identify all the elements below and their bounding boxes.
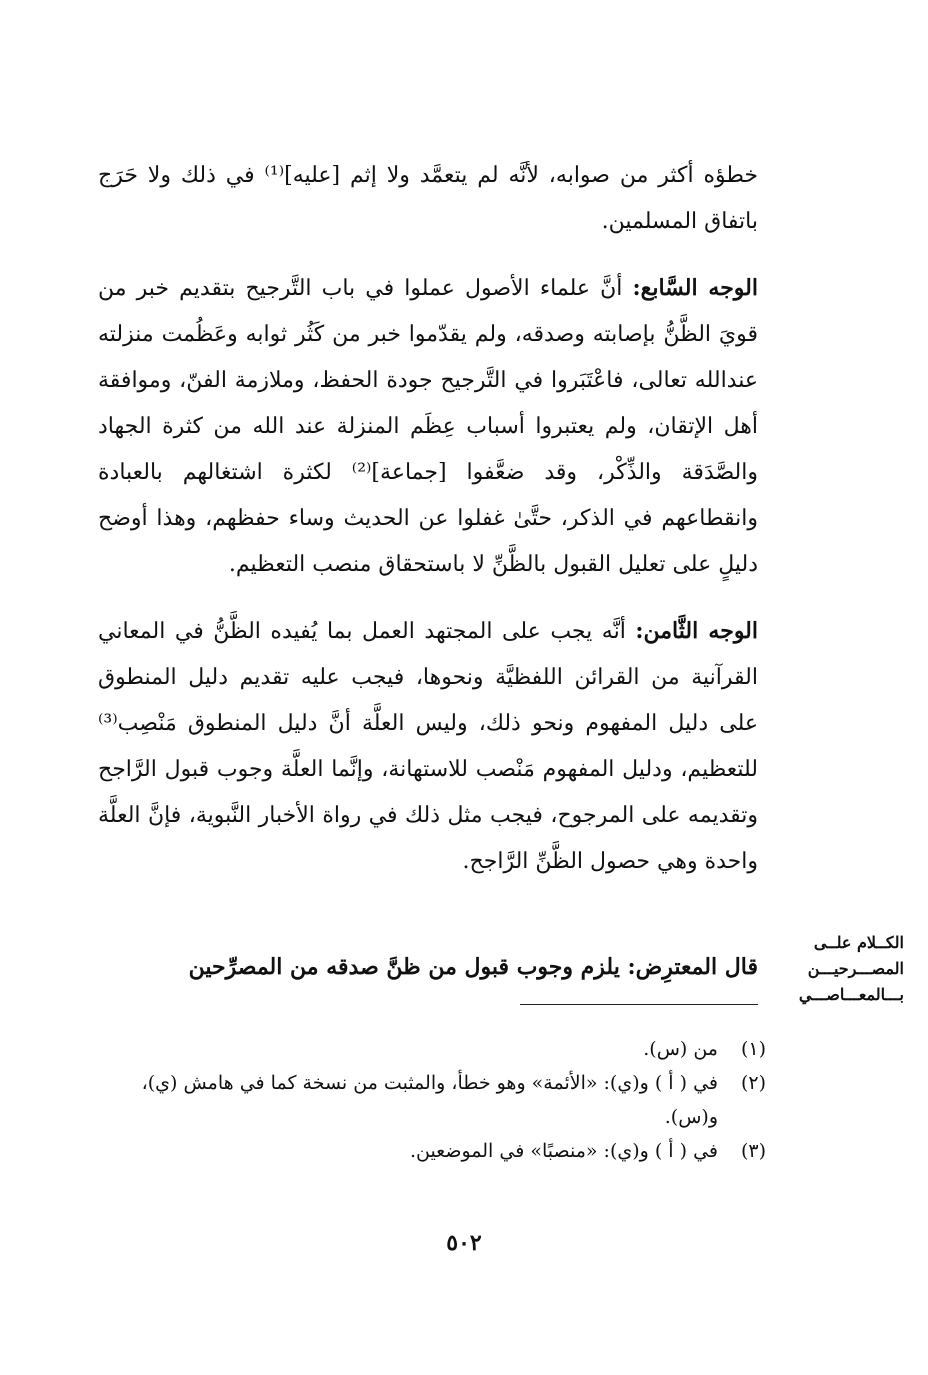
footnote-number: (٣) xyxy=(740,1140,766,1162)
page-number: ٥٠٢ xyxy=(446,1230,482,1256)
footnote xyxy=(98,1134,766,1168)
paragraph-text: خطؤه أكثر من صوابه، لأنَّه لم يتعمَّد ولا إثم [عليه]⁽¹⁾ في ذلك ولا حَرَج باتفاق المسلمين. xyxy=(98,163,758,234)
margin-note-line: المصـــرحيـــن xyxy=(807,959,904,978)
objection-heading: قال المعترِض: يلزم وجوب قبول من ظنَّ صدقه من المصرِّحين xyxy=(188,954,758,980)
footnotes xyxy=(98,1032,766,1168)
footnote xyxy=(98,1032,766,1066)
footnote-number: (٢) xyxy=(740,1072,766,1094)
margin-note-line: بـــالمعـــاصـــي xyxy=(798,985,904,1004)
main-text xyxy=(98,152,758,905)
paragraph-1 xyxy=(98,152,758,245)
paragraph-3 xyxy=(98,608,758,885)
footnote-text: من (س). xyxy=(643,1038,718,1060)
paragraph-text: أنَّ علماء الأصول عملوا في باب التَّرجيح بتقديم خبر من قويَ الظَّنُّ بإصابته وصدقه، ولم يقدّموا خبر من كَثُر ثوابه وعَظُمت منزلته عندالله تعالى، فاعْتَبَروا في التَّرجيح جودة الحفظ، وملازمة الفنّ، وموافقة أهل الإتقان، ولم يعتبروا أسباب عِظَم المنزلة عند الله من كثرة الجهاد والصَّدَقة والذِّكْر، وقد ضعَّفوا [جماعة]⁽²⁾ لكثرة اشتغالهم بالعبادة وانقطاعهم في الذكر، حتَّىٰ غفلوا عن الحديث وساء حفظهم، وهذا أوضح دليلٍ على تعليل القبول بالظَّنِّ لا باستحقاق منصب التعظيم. xyxy=(98,276,758,577)
footnote-text: في ( أ ) و(ي): «منصبًا» في الموضعين. xyxy=(409,1140,718,1162)
margin-note-line: الكــلام علــى xyxy=(813,933,904,952)
paragraph-2 xyxy=(98,265,758,588)
footnote xyxy=(98,1066,766,1134)
footnote-number: (١) xyxy=(740,1038,766,1060)
footnote-divider xyxy=(520,1004,758,1005)
paragraph-lead: الوجه الثَّامن: xyxy=(635,618,758,644)
footnote-text: في ( أ ) و(ي): «الأئمة» وهو خطأ، والمثبت من نسخة كما في هامش (ي)، و(س). xyxy=(141,1072,718,1128)
paragraph-text: أنَّه يجب على المجتهد العمل بما يُفيده الظَّنُّ في المعاني القرآنية من القرائن اللفظيَّة ونحوها، فيجب عليه تقديم دليل المنطوق على دليل المفهوم ونحو ذلك، وليس العلَّة أنَّ دليل المنطوق مَنْصِب⁽³⁾ للتعظيم، ودليل المفهوم مَنْصب للاستهانة، وإنَّما العلَّة وجوب قبول الرَّاجح وتقديمه على المرجوح، فيجب مثل ذلك في رواة الأخبار النَّبوية، فإنَّ العلَّة واحدة وهي حصول الظَّنِّ الرَّاجح. xyxy=(98,619,758,874)
paragraph-lead: الوجه السَّابع: xyxy=(632,275,758,301)
margin-note xyxy=(776,930,904,1008)
